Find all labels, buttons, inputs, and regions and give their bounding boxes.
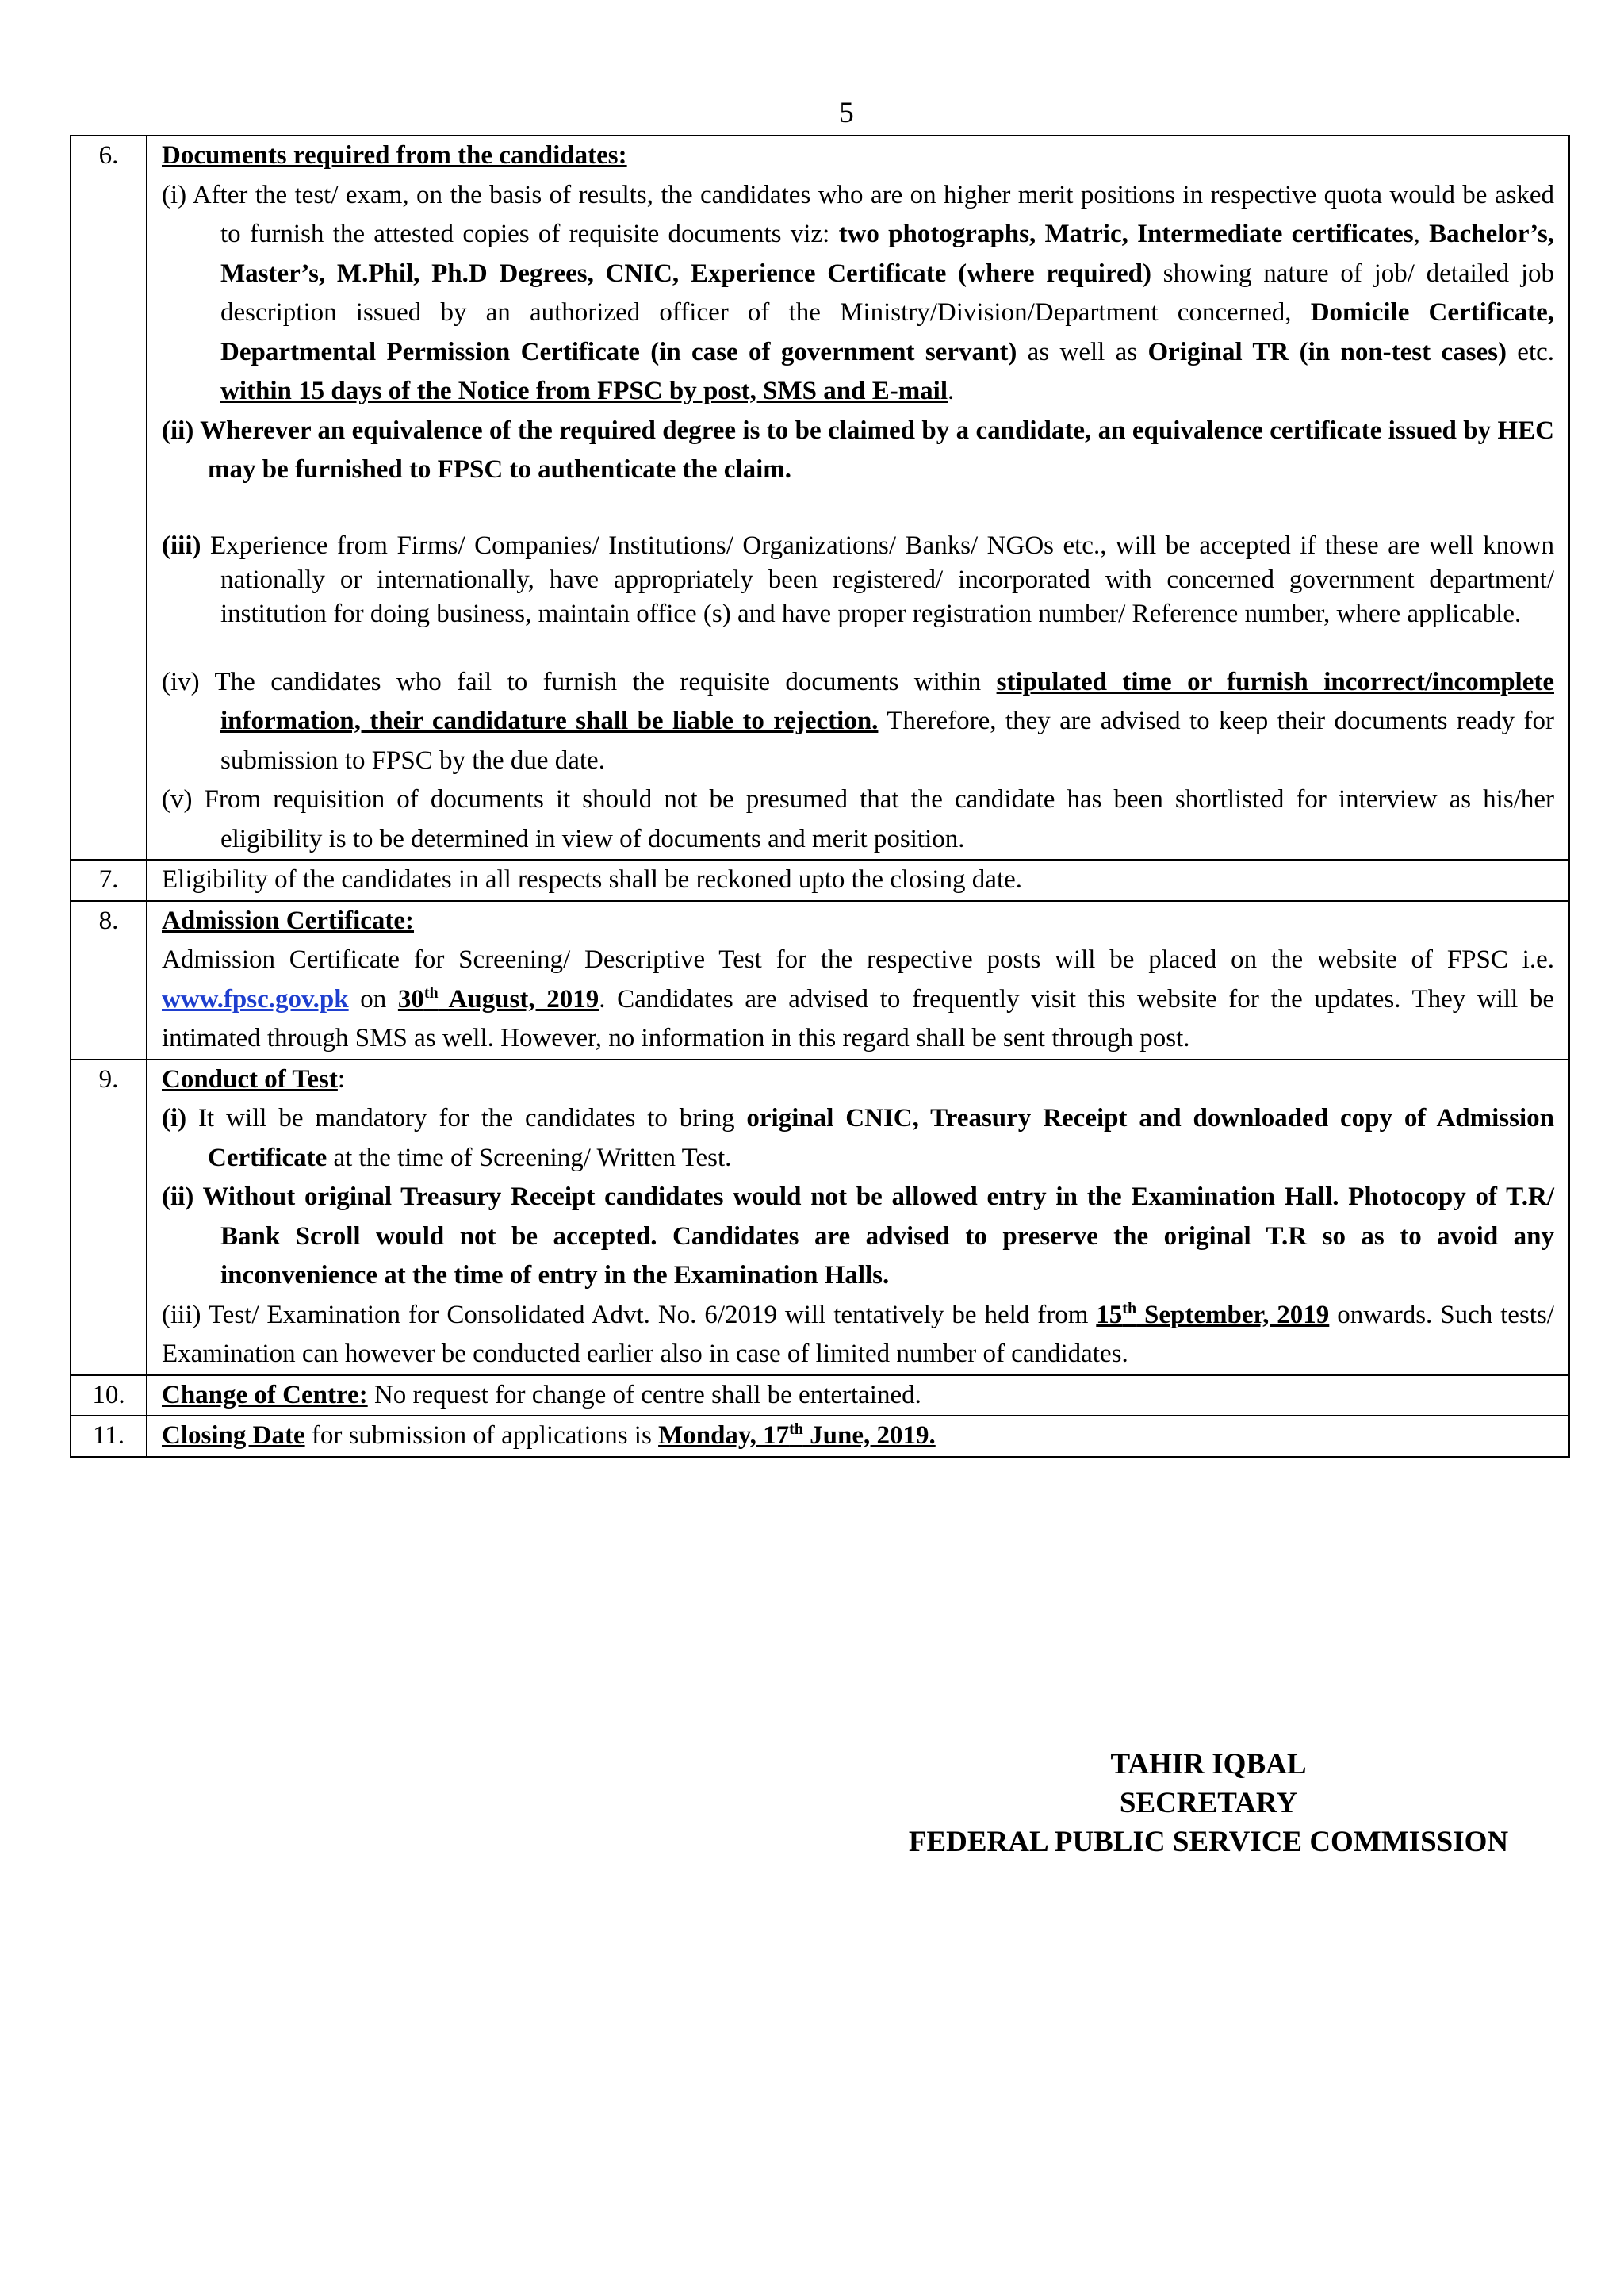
section-heading-conduct: Conduct of Test:	[162, 1064, 346, 1094]
admission-text: Admission Certificate for Screening/ Descriptive Test for the respective posts will be placed on the website of FPSC i.e. www.fpsc.gov.pk on 30th August, 2019. Candidates are advised to frequently visit this website for the updates. They will be intimated through SMS as well. However, no information in this regard shall be sent through post.	[162, 945, 1555, 1052]
clause-6-iii: (iii) Experience from Firms/ Companies/ Institutions/ Organizations/ Banks/ NGOs etc., will be accepted if these are well known nationally or internationally, have appropriately been registered/ incorporated with concerned government department/ institution for doing business, maintain office (s) and have proper registration number/ Reference number, where applicable.	[162, 531, 1554, 628]
row-number: 6.	[71, 136, 147, 860]
table-row	[71, 136, 1569, 860]
closing-date: Monday, 17th June, 2019.	[658, 1420, 936, 1450]
table-row	[71, 860, 1569, 901]
signatory-name: TAHIR IQBAL	[1110, 1748, 1307, 1780]
row-content: Closing Date for submission of applications is Monday, 17th June, 2019.	[147, 1416, 1569, 1457]
admission-date: 30th August, 2019	[397, 983, 599, 1014]
table-row	[71, 1416, 1569, 1457]
row-number: 9.	[71, 1060, 147, 1375]
page-number: 5	[839, 97, 854, 129]
instructions-table	[70, 135, 1570, 1458]
table-row	[71, 1375, 1569, 1416]
signatory-organization: FEDERAL PUBLIC SERVICE COMMISSION	[908, 1826, 1509, 1858]
clause-9-i: (i) It will be mandatory for the candidates to bring original CNIC, Treasury Receipt and downloaded copy of Admission Certificate at the time of Screening/ Written Test.	[162, 1104, 1554, 1172]
table-row	[71, 901, 1569, 1060]
clause-6-iv: (iv) The candidates who fail to furnish the requisite documents within stipulated time or furnish incorrect/incomplete information, their candidature shall be liable to rejection. Therefore, they are advised to keep their documents ready for submission to FPSC by the due date.	[162, 667, 1554, 775]
row-content	[147, 901, 1569, 1060]
table-row	[71, 1060, 1569, 1375]
row-content: Change of Centre: No request for change of centre shall be entertained.	[147, 1375, 1569, 1416]
row-content: Eligibility of the candidates in all respects shall be reckoned upto the closing date.	[147, 860, 1569, 901]
row-number: 11.	[71, 1416, 147, 1457]
row-number: 8.	[71, 901, 147, 1060]
clause-6-i: (i) After the test/ exam, on the basis of results, the candidates who are on higher merit positions in respective quota would be asked to furnish the attested copies of requisite documents viz: two photographs, Matric, Intermediate certificates, Bachelor’s, Master’s, M.Phil, Ph.D Degrees, CNIC, Experience Certificate (where required) showing nature of job/ detailed job description issued by an authorized officer of the Ministry/Division/Department concerned, Domicile Certificate, Departmental Permission Certificate (in case of government servant) as well as Original TR (in non-test cases) etc. within 15 days of the Notice from FPSC by post, SMS and E-mail.	[162, 180, 1555, 405]
section-heading-documents: Documents required from the candidates:	[162, 141, 627, 170]
clause-6-v: (v) From requisition of documents it should not be presumed that the candidate has been shortlisted for interview as his/her eligibility is to be determined in view of documents and merit position.	[162, 785, 1554, 853]
signature-block	[875, 1745, 1542, 1861]
clause-9-ii: (ii) Without original Treasury Receipt candidates would not be allowed entry in the Examination Hall. Photocopy of T.R/ Bank Scroll would not be accepted. Candidates are advised to preserve the original T.R so as to avoid any inconvenience at the time of entry in the Examination Halls.	[162, 1182, 1554, 1290]
row-number: 10.	[71, 1375, 147, 1416]
signatory-title: SECRETARY	[1119, 1787, 1298, 1819]
row-content	[147, 1060, 1569, 1375]
row-content	[147, 136, 1569, 860]
clause-6-ii: (ii) Wherever an equivalence of the required degree is to be claimed by a candidate, an equivalence certificate issued by HEC may be furnished to FPSC to authenticate the claim.	[162, 416, 1554, 484]
section-heading-admission: Admission Certificate:	[162, 906, 415, 935]
fpsc-website-link[interactable]: www.fpsc.gov.pk	[162, 984, 349, 1014]
clause-9-iii: (iii) Test/ Examination for Consolidated Advt. No. 6/2019 will tentatively be held from 15th September, 2019 onwards. Such tests/ Examination can however be conducted earlier also in case of limited number of candidates.	[162, 1299, 1554, 1368]
test-date: 15th September, 2019	[1096, 1299, 1330, 1329]
row-number: 7.	[71, 860, 147, 901]
